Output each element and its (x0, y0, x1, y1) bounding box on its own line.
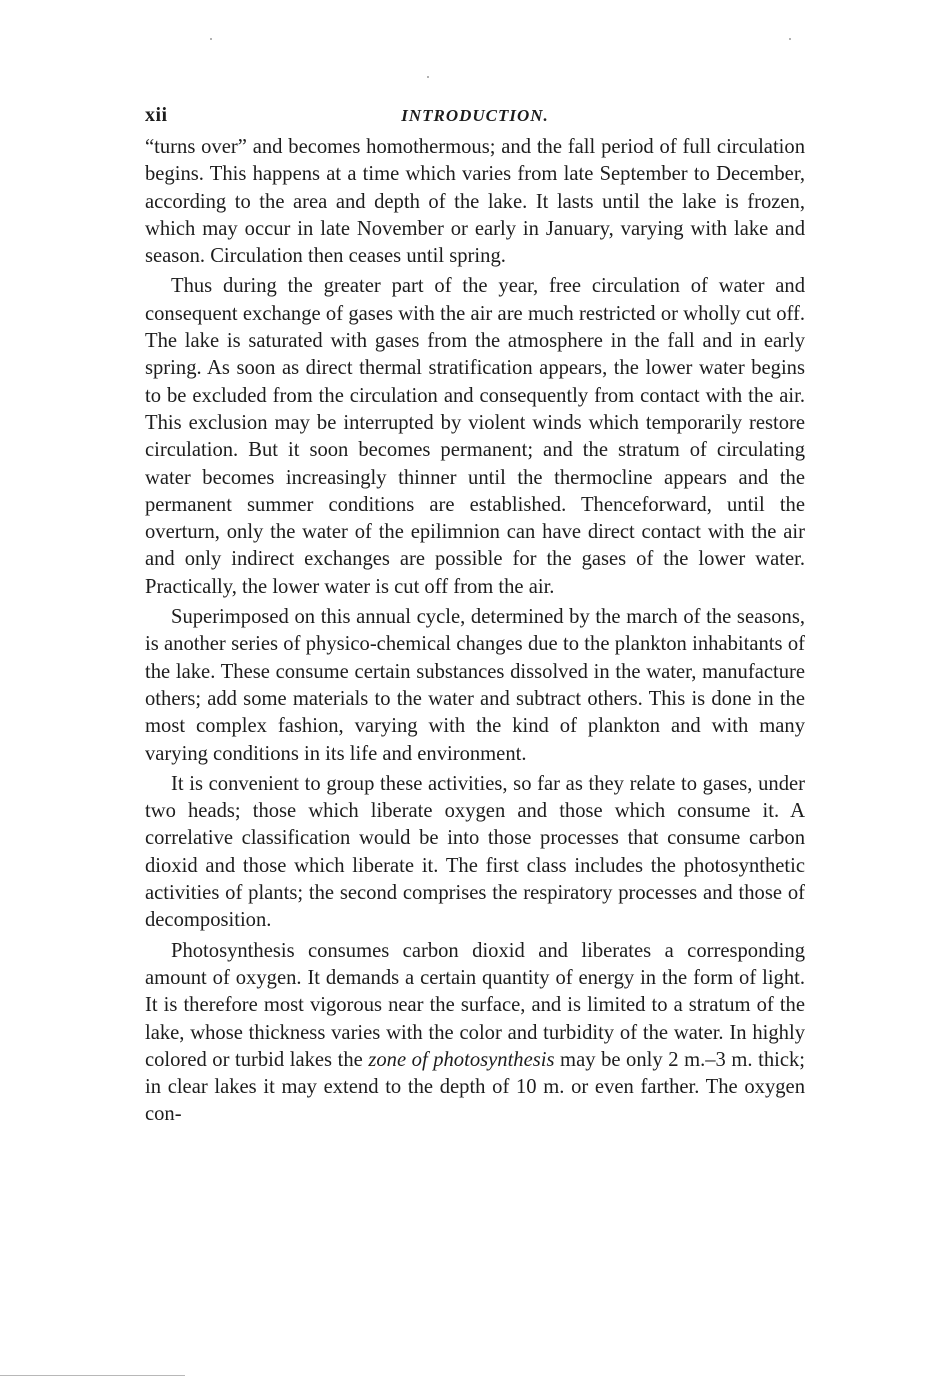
running-head (145, 100, 805, 134)
zone-of-photosynthesis-term: zone of photosynthesis (368, 1048, 555, 1071)
photosynthesis-text-start: Photosynthesis consumes carbon dioxid and liberates a corresponding amount of oxygen. It demands a certain quantity of energy in the form of light. It is therefore most vigorous near the surface, and is limited to a stratum of the lake, whose thickness varies with the color and turbidity of the water. In highly colored or turbid lakes the (145, 939, 805, 1071)
scan-edge-line (0, 1375, 185, 1376)
photosynthesis-text-end: may be only 2 m.–3 m. thick; in clear lakes it may extend to the depth of 10 m. or even farther. The oxygen con- (145, 1048, 806, 1126)
paragraph-continued: “turns over” and becomes homothermous; and the fall period of full circulation begins. This happens at a time which varies from late September to December, according to the area and depth of the lake. It lasts until the lake is frozen, which may occur in late November or early in January, varying with lake and season. Circulation then ceases until spring. (145, 136, 805, 268)
page-number: xii (145, 104, 168, 126)
paragraph-circulation: Thus during the greater part of the year, free circulation of water and consequent exchange of gases with the air are much restricted or wholly cut off. The lake is saturated with gases from the atmosphere in the fall and in early spring. As soon as direct thermal stratification appears, the lower water begins to be excluded from the circulation and consequently from contact with the air. This exclusion may be interrupted by violent winds which temporarily restore circulation. But it soon becomes permanent; and the stratum of circulating water becomes increasingly thinner until the thermocline appears and the permanent summer conditions are established. Thenceforward, until the overturn, only the water of the epilimnion can have direct contact with the air and only indirect exchanges are possible for the gases of the lower water. Practically, the lower water is cut off from the air. (145, 275, 805, 598)
paper-speck (427, 76, 429, 78)
paragraph-plankton-changes: Superimposed on this annual cycle, determined by the march of the seasons, is another series of physico-chemical changes due to the plankton inhabitants of the lake. These consume certain substances dissolved in the water, manufacture others; add some materials to the water and subtract others. This is done in the most complex fashion, varying with the kind of plankton and with many varying conditions in its life and environment. (145, 606, 805, 765)
paper-speck (789, 38, 791, 40)
paragraph-gas-activities: It is convenient to group these activities, so far as they relate to gases, under two heads; those which liberate oxygen and those which consume it. A correlative classification would be into those processes that consume carbon dioxid and those which liberate it. The first class includes the photosynthetic activities of plants; the second comprises the respiratory processes and those of decomposition. (145, 772, 805, 932)
book-page (145, 100, 805, 1129)
paper-speck (210, 38, 212, 40)
body-text (145, 134, 805, 1129)
paragraph-photosynthesis (145, 938, 805, 1129)
running-title: INTRODUCTION. (401, 106, 549, 125)
